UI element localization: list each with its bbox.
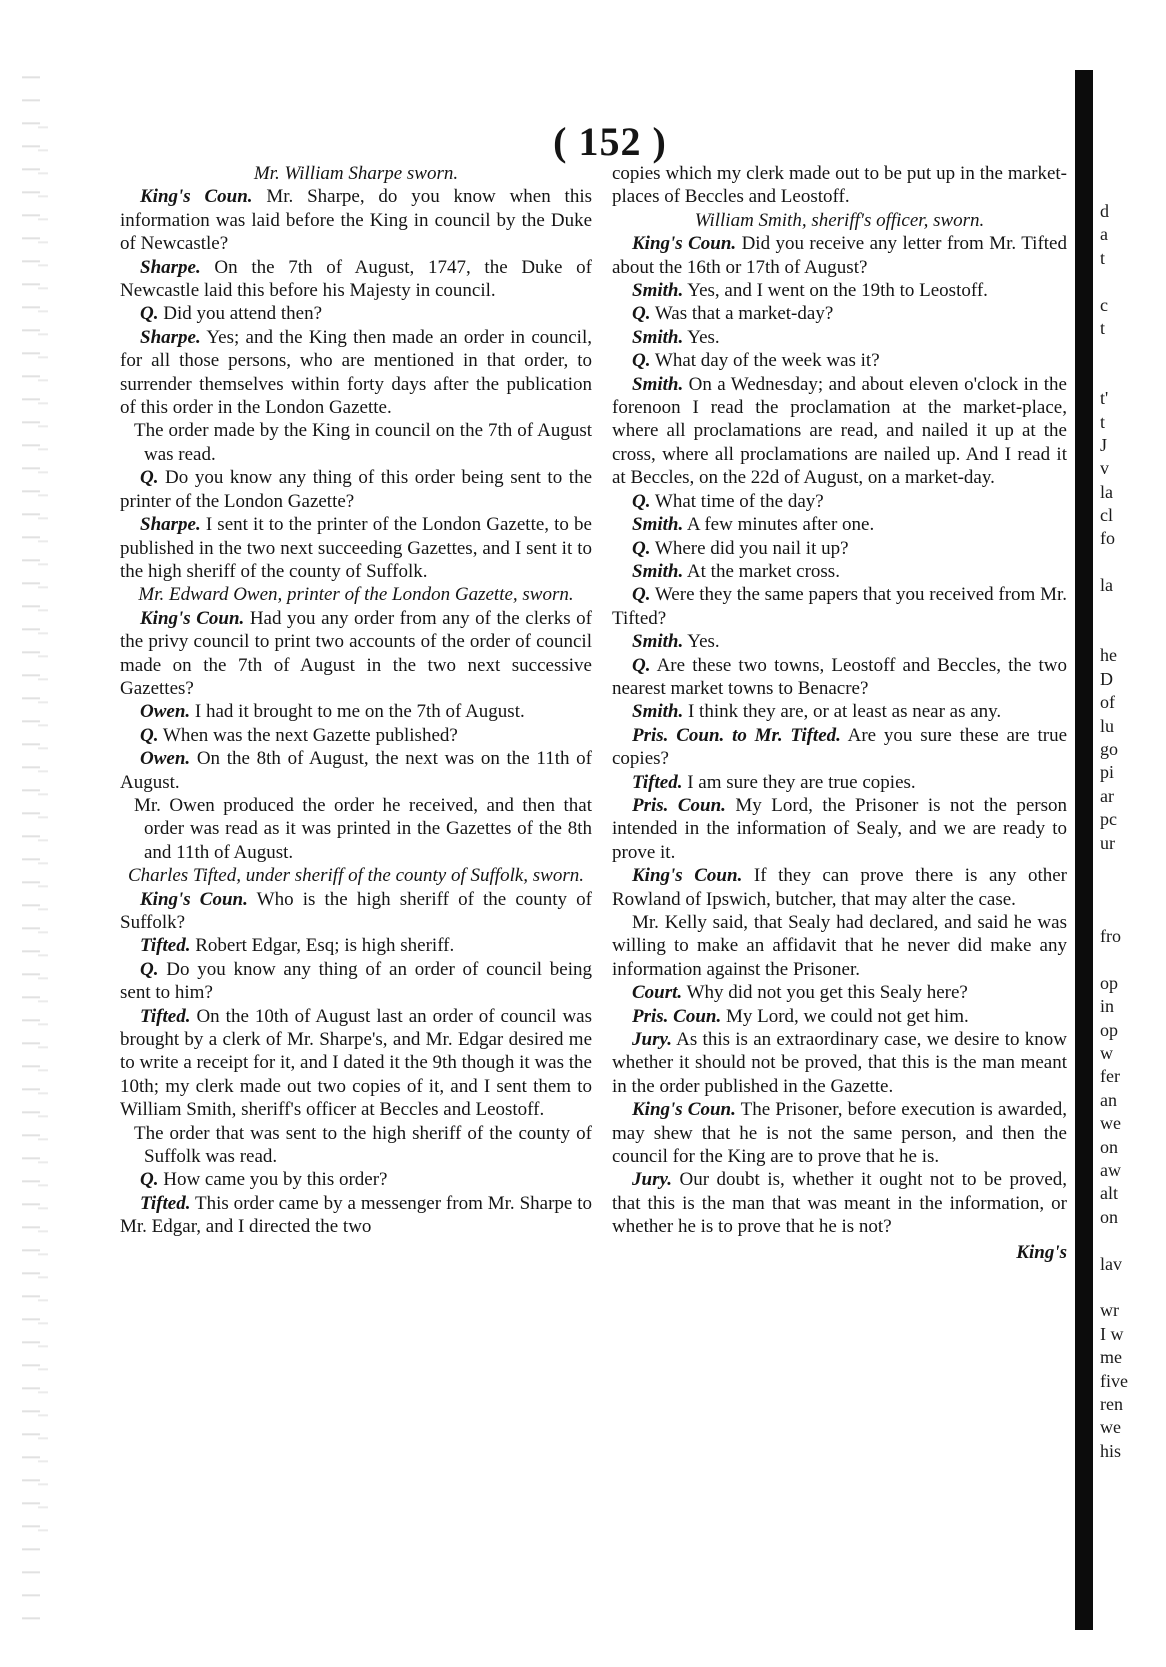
speaker-label: Q. <box>140 1169 159 1191</box>
bleed-fragment: five <box>1100 1370 1128 1391</box>
bleed-fragment: alt <box>1100 1183 1118 1204</box>
paragraph-text: What day of the week was it? <box>650 350 880 372</box>
paragraph-text: How came you by this order? <box>158 1169 388 1191</box>
paragraph-text: I sent it to the printer of the London Gazette, to be published in the two next succeeding Gazettes, and I sent it to the high sheriff of the county of Suffolk. <box>120 514 592 582</box>
bleed-fragment: I w <box>1100 1323 1124 1344</box>
speaker-label: Smith. <box>632 701 684 723</box>
bleed-fragment: of <box>1100 692 1115 713</box>
speaker-label: King's Coun. <box>140 888 248 910</box>
testimony-paragraph <box>612 1098 1067 1168</box>
speaker-label: Owen. <box>140 701 191 723</box>
paragraph-text: Why did not you get this Sealy here? <box>682 982 968 1004</box>
paragraph-text: Did you receive any letter from Mr. Tifted about the 16th or 17th of August? <box>612 233 1067 278</box>
witness-heading-text: Charles Tifted, under sheriff of the county of Suffolk, sworn. <box>128 865 584 887</box>
paragraph-text: Yes, and I went on the 19th to Leostoff. <box>683 280 988 302</box>
speaker-label: King's Coun. <box>632 865 743 887</box>
bleed-fragment: cl <box>1100 505 1113 526</box>
paragraph-text: On the 7th of August, 1747, the Duke of Newcastle laid this before his Majesty in council. <box>120 256 592 302</box>
bleed-fragment <box>1100 949 1166 972</box>
speaker-label: Q. <box>632 350 651 372</box>
court-note <box>120 1122 592 1169</box>
speaker-label: Tifted. <box>140 1005 191 1027</box>
testimony-paragraph <box>612 373 1067 490</box>
witness-heading-text: William Smith, sheriff's officer, sworn. <box>694 209 985 231</box>
bleed-fragment: lu <box>1100 715 1115 736</box>
paragraph-text: At the market cross. <box>683 560 840 582</box>
bleed-fragment: fo <box>1100 528 1115 549</box>
paragraph-text: Are these two towns, Leostoff and Beccles, the two nearest market towns to Benacre? <box>612 654 1067 699</box>
testimony-paragraph <box>120 958 592 1005</box>
bleed-fragment: ar <box>1100 785 1114 806</box>
speaker-label: Tifted. <box>632 771 683 793</box>
paragraph-text: The order made by the King in council on the 7th of August was read. <box>134 420 592 465</box>
page-edge-shadow <box>1075 70 1093 1630</box>
testimony-paragraph <box>612 560 1067 583</box>
bleed-fragment: an <box>1100 1089 1117 1110</box>
bleed-fragment <box>1100 1229 1166 1252</box>
paragraph-text: Did you attend then? <box>158 303 323 325</box>
bleed-fragment: fro <box>1100 926 1121 947</box>
bleed-fragment <box>1100 621 1166 644</box>
speaker-label: Smith. <box>632 326 684 348</box>
testimony-paragraph <box>612 700 1067 723</box>
speaker-label: Smith. <box>632 280 684 302</box>
bleed-fragment: lav <box>1100 1253 1122 1274</box>
paragraph-text: Yes. <box>683 326 720 348</box>
speaker-label: Q. <box>140 724 159 746</box>
speaker-label: Smith. <box>632 373 684 395</box>
catchword: King's <box>1016 1241 1067 1263</box>
paragraph-text: The Prisoner, before execution is awarded, may shew that he is not the same person, and then the council for the King are to prove that he is. <box>612 1099 1067 1168</box>
paragraph-text: This order came by a messenger from Mr. Sharpe to Mr. Edgar, and I directed the two <box>120 1192 592 1238</box>
speaker-label: King's Coun. <box>632 1099 736 1121</box>
testimony-paragraph <box>612 864 1067 911</box>
speaker-label: Owen. <box>140 748 191 770</box>
testimony-paragraph <box>612 162 1067 209</box>
speaker-label: Q. <box>632 303 651 325</box>
bleed-fragment <box>1100 598 1166 621</box>
speaker-label: Jury. <box>632 1169 672 1191</box>
bleed-fragment <box>1100 855 1166 878</box>
bleed-fragment: pi <box>1100 762 1115 783</box>
paragraph-text: Were they the same papers that you received from Mr. Tifted? <box>612 584 1067 629</box>
testimony-paragraph <box>612 1168 1067 1238</box>
paragraph-text: Who is the high sheriff of the county of Suffolk? <box>120 888 593 933</box>
speaker-label: Court. <box>632 982 683 1004</box>
testimony-paragraph <box>612 724 1067 771</box>
bleed-fragment <box>1100 878 1166 901</box>
testimony-paragraph <box>612 1028 1067 1098</box>
speaker-label: Q. <box>632 654 651 676</box>
next-page-bleed-through <box>1100 200 1166 1463</box>
paragraph-text: copies which my clerk made out to be put up in the market-places of Beccles and Leostoff. <box>612 163 1067 208</box>
witness-heading <box>612 209 1067 232</box>
speaker-label: Smith. <box>632 514 684 536</box>
bleed-fragment: in <box>1100 996 1115 1017</box>
testimony-paragraph <box>120 607 592 701</box>
testimony-paragraph <box>120 1005 592 1122</box>
bleed-fragment: t <box>1100 317 1106 338</box>
paragraph-text: I am sure they are true copies. <box>682 771 916 793</box>
testimony-paragraph <box>120 185 592 255</box>
bleed-fragment: me <box>1100 1347 1122 1368</box>
testimony-paragraph <box>612 490 1067 513</box>
paragraph-text: Do you know any thing of this order being sent to the printer of the London Gazette? <box>120 467 592 512</box>
bleed-fragment <box>1100 364 1166 387</box>
speaker-label: Sharpe. <box>140 256 201 278</box>
testimony-paragraph <box>612 630 1067 653</box>
paragraph-text: Mr. Kelly said, that Sealy had declared, and said he was willing to make an affidavit that he never did make any information against the Prisoner. <box>612 912 1067 980</box>
testimony-paragraph <box>120 302 592 325</box>
paragraph-text: Mr. Sharpe, do you know when this information was laid before the King in council by the Duke of Newcastle? <box>120 186 592 255</box>
paragraph-text: A few minutes after one. <box>683 514 875 536</box>
testimony-paragraph <box>612 771 1067 794</box>
bleed-fragment <box>1100 551 1166 574</box>
speaker-label: Q. <box>140 303 159 325</box>
witness-heading <box>120 162 592 185</box>
testimony-paragraph <box>120 326 592 420</box>
bleed-fragment: D <box>1100 668 1113 689</box>
paragraph-text: Had you any order from any of the clerks of the privy council to print two accounts of the order of council made on the 7th of August in the two next successive Gazettes? <box>120 607 592 699</box>
bleed-fragment: la <box>1100 575 1113 596</box>
testimony-paragraph <box>612 349 1067 372</box>
paragraph-text: On the 8th of August, the next was on the 11th of August. <box>120 748 592 793</box>
testimony-paragraph <box>612 583 1067 630</box>
witness-heading <box>120 583 592 606</box>
testimony-paragraph <box>120 1192 592 1239</box>
testimony-paragraph <box>612 279 1067 302</box>
bleed-fragment: ur <box>1100 832 1115 853</box>
page-number: ( 152 ) <box>553 119 667 164</box>
paragraph-text: I think they are, or at least as near as any. <box>683 701 1002 723</box>
bleed-fragment: t <box>1100 247 1106 268</box>
bleed-fragment: op <box>1100 972 1118 993</box>
testimony-paragraph <box>612 232 1067 279</box>
speaker-label: Pris. Coun. <box>632 794 726 816</box>
court-note <box>120 794 592 864</box>
bleed-fragment: v <box>1100 458 1109 479</box>
paragraph-text: On a Wednesday; and about eleven o'clock in the forenoon I read the proclamation at the market-place, where all proclamations are read, and nailed it up at the cross, where all proclamations are nailed up. And I read it at Beccles, on the 22d of August, on a market-day. <box>612 373 1067 489</box>
right-column <box>612 162 1067 1264</box>
bleed-fragment: we <box>1100 1417 1121 1438</box>
testimony-paragraph <box>612 911 1067 981</box>
testimony-paragraph <box>612 794 1067 864</box>
testimony-paragraph <box>120 724 592 747</box>
testimony-paragraph <box>120 513 592 583</box>
speaker-label: King's Coun. <box>632 233 737 255</box>
binding-shadow-inner <box>38 120 48 1540</box>
paragraph-text: On the 10th of August last an order of council was brought by a clerk of Mr. Sharpe's, and Mr. Edgar desired me to write a receipt for it, and I dated it the 9th though it was the 10th; my clerk made out two copies of it, and I sent them to William Smith, sheriff's officer at Beccles and Leostoff. <box>120 1005 592 1121</box>
witness-heading-text: Mr. Edward Owen, printer of the London Gazette, sworn. <box>138 584 574 606</box>
paragraph-text: Do you know any thing of an order of council being sent to him? <box>120 958 592 1004</box>
speaker-label: Jury. <box>632 1029 672 1051</box>
bleed-fragment: he <box>1100 645 1117 666</box>
bleed-fragment: on <box>1100 1206 1118 1227</box>
speaker-label: Q. <box>140 958 159 980</box>
bleed-fragment: fer <box>1100 1066 1120 1087</box>
speaker-label: Pris. Coun. <box>632 1005 722 1027</box>
testimony-paragraph <box>612 981 1067 1004</box>
bleed-fragment: c <box>1100 294 1108 315</box>
paragraph-text: Yes; and the King then made an order in council, for all those persons, who are mentioned in that order, to surrender themselves within forty days after the publication of this order in the London Gazette. <box>120 326 592 419</box>
bleed-fragment <box>1100 270 1166 293</box>
bleed-fragment: we <box>1100 1113 1121 1134</box>
left-column <box>120 162 592 1239</box>
paragraph-text: Where did you nail it up? <box>650 537 849 559</box>
bleed-fragment <box>1100 340 1166 363</box>
bleed-fragment: w <box>1100 1043 1113 1064</box>
bleed-fragment: t' <box>1100 388 1109 409</box>
testimony-paragraph <box>612 513 1067 536</box>
speaker-label: King's Coun. <box>140 607 245 629</box>
speaker-label: Q. <box>632 490 651 512</box>
bleed-fragment: aw <box>1100 1160 1121 1181</box>
paragraph-text: Robert Edgar, Esq; is high sheriff. <box>190 935 455 957</box>
speaker-label: Smith. <box>632 631 684 653</box>
testimony-paragraph <box>612 302 1067 325</box>
testimony-paragraph <box>612 326 1067 349</box>
testimony-paragraph <box>120 747 592 794</box>
court-note <box>120 419 592 466</box>
bleed-fragment: wr <box>1100 1300 1119 1321</box>
paragraph-text: Yes. <box>683 631 720 653</box>
paragraph-text: Are you sure these are true copies? <box>612 724 1068 770</box>
bleed-fragment: J <box>1100 434 1108 455</box>
bleed-fragment: a <box>1100 224 1108 245</box>
testimony-paragraph <box>120 256 592 303</box>
speaker-label: King's Coun. <box>140 186 253 208</box>
bleed-fragment <box>1100 1276 1166 1299</box>
testimony-paragraph <box>120 888 592 935</box>
bleed-fragment: op <box>1100 1019 1118 1040</box>
speaker-label: Tifted. <box>140 1192 191 1214</box>
bleed-fragment: his <box>1100 1440 1122 1461</box>
paragraph-text: My Lord, we could not get him. <box>721 1005 969 1027</box>
bleed-fragment: t <box>1100 411 1106 432</box>
witness-heading <box>120 864 592 887</box>
testimony-paragraph <box>120 934 592 957</box>
paragraph-text: Mr. Owen produced the order he received, and then that order was read as it was printed in the Gazettes of the 8th and 11th of August. <box>134 794 592 863</box>
testimony-paragraph <box>612 537 1067 560</box>
speaker-label: Q. <box>632 537 651 559</box>
paragraph-text: The order that was sent to the high sheriff of the county of Suffolk was read. <box>134 1122 592 1168</box>
speaker-label: Sharpe. <box>140 514 201 536</box>
testimony-paragraph <box>120 466 592 513</box>
paragraph-text: What time of the day? <box>650 490 824 512</box>
paragraph-text: As this is an extraordinary case, we desire to know whether it should not be proved, that this is the man meant in the order published in the Gazette. <box>612 1029 1067 1097</box>
paragraph-text: I had it brought to me on the 7th of August. <box>190 701 525 723</box>
bleed-fragment: d <box>1100 201 1109 221</box>
speaker-label: Tifted. <box>140 935 191 957</box>
speaker-label: Q. <box>632 584 651 606</box>
testimony-paragraph <box>120 1168 592 1191</box>
paragraph-text: If they can prove there is any other Rowland of Ipswich, butcher, that may alter the case. <box>612 865 1067 910</box>
speaker-label: Pris. Coun. to Mr. Tifted. <box>632 724 841 746</box>
paragraph-text: Was that a market-day? <box>650 303 834 325</box>
speaker-label: Sharpe. <box>140 326 201 348</box>
bleed-fragment: pc <box>1100 809 1117 830</box>
testimony-paragraph <box>120 700 592 723</box>
speaker-label: Q. <box>140 467 159 489</box>
testimony-paragraph <box>612 654 1067 701</box>
bleed-fragment: go <box>1100 738 1118 759</box>
witness-heading-text: Mr. William Sharpe sworn. <box>253 163 459 184</box>
bleed-fragment: la <box>1100 481 1113 502</box>
bleed-fragment <box>1100 902 1166 925</box>
testimony-paragraph <box>612 1005 1067 1028</box>
bleed-fragment: ren <box>1100 1393 1123 1414</box>
speaker-label: Smith. <box>632 560 684 582</box>
paragraph-text: Our doubt is, whether it ought not to be proved, that this is the man that was meant in the information, or whether he is to prove that he is not? <box>612 1169 1067 1238</box>
bleed-fragment: on <box>1100 1136 1118 1157</box>
paragraph-text: My Lord, the Prisoner is not the person intended in the information of Sealy, and we are ready to prove it. <box>612 794 1067 863</box>
paragraph-text: When was the next Gazette published? <box>158 724 458 746</box>
